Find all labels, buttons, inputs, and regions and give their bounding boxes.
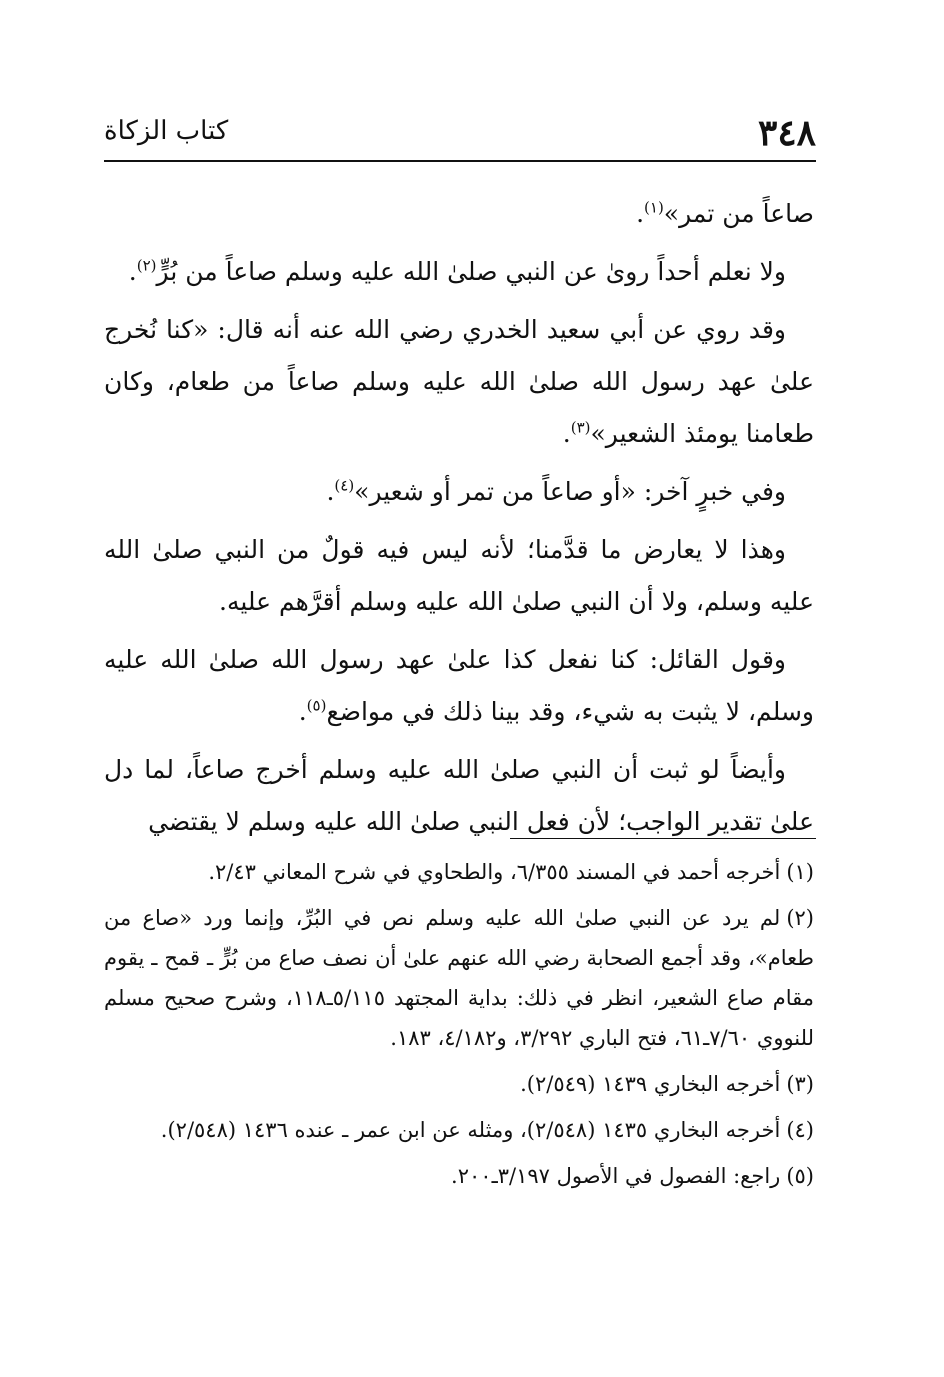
paragraph-5	[104, 524, 814, 628]
footnote-number: (٣)	[786, 1072, 814, 1096]
paragraph-2: ولا نعلم أحداً روىٰ عن النبي صلىٰ الله عليه وسلم صاعاً من بُرٍّ$^{(٢)}$.	[128, 256, 786, 286]
footnote-text: راجع: الفصول في الأصول ٣/١٩٧ـ٢٠٠.	[451, 1164, 781, 1188]
footnote-3	[104, 1064, 814, 1104]
paragraph-1: صاعاً من تمر»$^{(١)}$.	[636, 198, 814, 228]
footnote-number: (٢)	[786, 906, 814, 930]
footnote-ref-1: (١)	[644, 198, 664, 217]
footnotes	[104, 852, 814, 1202]
footnote-1	[104, 852, 814, 892]
footnote-ref-3: (٣)	[570, 418, 591, 437]
page-number: ٣٤٨	[757, 112, 816, 154]
footnote-text: أخرجه البخاري ١٤٣٩ (٢/٥٤٩).	[520, 1072, 781, 1096]
paragraph-4: وفي خبرٍ آخر: «أو صاعاً من تمر أو شعير»$^{(٤)}$.	[326, 476, 786, 506]
paragraph-3-text: وقد روي عن أبي سعيد الخدري رضي الله عنه أنه قال: «كنا نُخرج علىٰ عهد رسول الله صلىٰ الله عليه وسلم صاعاً من طعام، وكان طعامنا يومئذ الشعير»	[104, 315, 814, 448]
header-rule	[104, 160, 816, 162]
paragraph-5-text: وهذا لا يعارض ما قدَّمنا؛ لأنه ليس فيه قولٌ من النبي صلىٰ الله عليه وسلم، ولا أن النبي صلىٰ الله عليه وسلم أقرَّهم عليه.	[104, 535, 814, 616]
footnote-ref-5: (٥)	[306, 696, 327, 715]
paragraph-7-text: وأيضاً لو ثبت أن النبي صلىٰ الله عليه وسلم أخرج صاعاً، لما دل علىٰ تقدير الواجب؛ لأن فعل النبي صلىٰ الله عليه وسلم لا يقتضي	[104, 755, 814, 836]
footnote-ref-2: (٢)	[136, 256, 157, 275]
footnote-text: أخرجه أحمد في المسند ٦/٣٥٥، والطحاوي في شرح المعاني ٢/٤٣.	[208, 860, 781, 884]
paragraph-1-text: صاعاً من تمر»	[663, 199, 814, 228]
footnote-text: لم يرد عن النبي صلىٰ الله عليه وسلم نص في البُرِّ، وإنما ورد «صاع من طعام»، وقد أجمع الصحابة رضي الله عنهم علىٰ أن نصف صاع من بُرٍّ ـ قمح ـ يقوم مقام صاع الشعير، انظر في ذلك: بداية المجتهد ٥/١١٥ـ١١٨، وشرح صحيح مسلم للنووي ٧/٦٠ـ٦١، فتح الباري ٣/٢٩٢، و٤/١٨٢، ١٨٣.	[104, 906, 814, 1050]
footnote-number: (٤)	[786, 1118, 814, 1142]
footnote-number: (٥)	[786, 1164, 814, 1188]
main-text	[104, 188, 814, 854]
paragraph-6-text: وقول القائل: كنا نفعل كذا علىٰ عهد رسول الله صلىٰ الله عليه وسلم، لا يثبت به شيء، وقد بينا ذلك في مواضع	[104, 645, 814, 726]
footnote-2	[104, 898, 814, 1058]
paragraph-7	[104, 744, 814, 848]
footnote-ref-4: (٤)	[334, 476, 355, 495]
footnote-5	[104, 1156, 814, 1196]
paragraph-4-text: وفي خبرٍ آخر: «أو صاعاً من تمر أو شعير»	[354, 477, 786, 506]
footnote-4	[104, 1110, 814, 1150]
running-title: كتاب الزكاة	[104, 116, 229, 146]
footnote-text: أخرجه البخاري ١٤٣٥ (٢/٥٤٨)، ومثله عن ابن عمر ـ عنده ١٤٣٦ (٢/٥٤٨).	[160, 1118, 781, 1142]
footnote-separator	[510, 838, 816, 839]
paragraph-6: وقول القائل: كنا نفعل كذا علىٰ عهد رسول الله صلىٰ الله عليه وسلم، لا يثبت به شيء، وقد بينا ذلك في مواضع$^{(٥)}$.	[104, 645, 814, 726]
paragraph-2-text: ولا نعلم أحداً روىٰ عن النبي صلىٰ الله عليه وسلم صاعاً من بُرٍّ	[156, 257, 786, 286]
footnote-number: (١)	[786, 860, 814, 884]
paragraph-3: وقد روي عن أبي سعيد الخدري رضي الله عنه أنه قال: «كنا نُخرج علىٰ عهد رسول الله صلىٰ الله عليه وسلم صاعاً من طعام، وكان طعامنا يومئذ الشعير»$^{(٣)}$.	[104, 315, 814, 448]
